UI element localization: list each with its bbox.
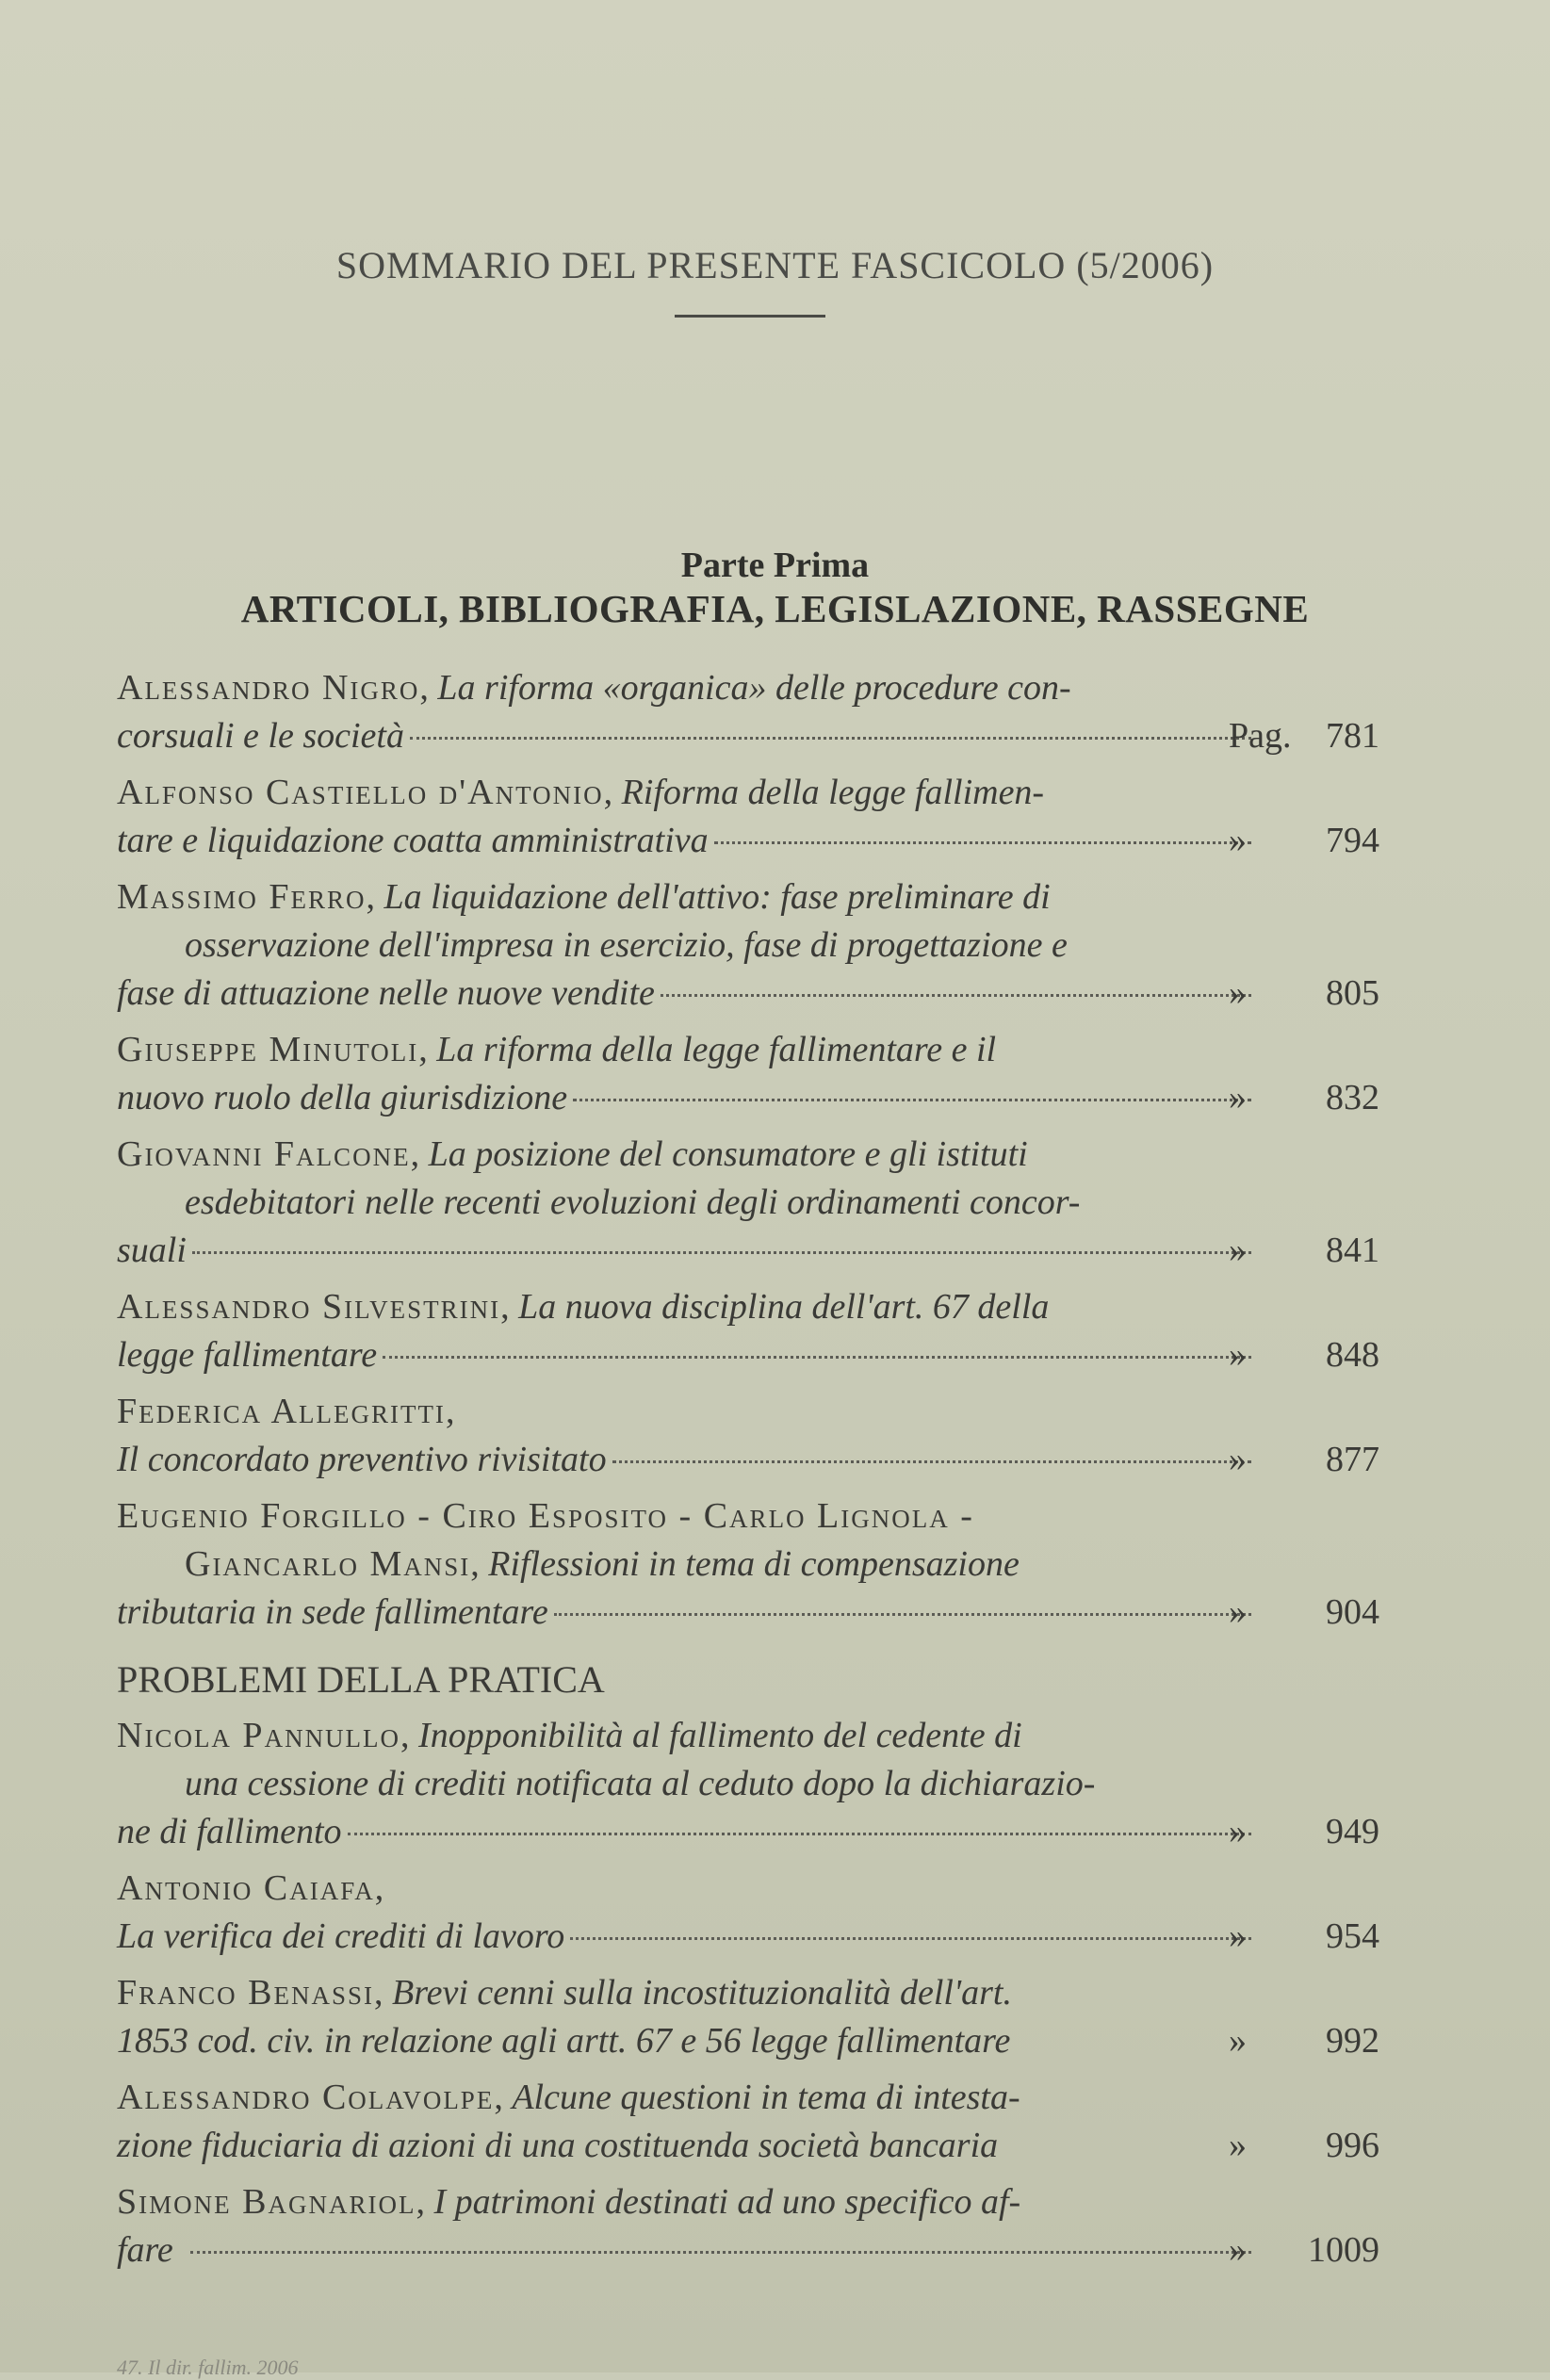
title-rule (675, 315, 825, 318)
entry-last-line (117, 2122, 1257, 2170)
page-number: 781 (1326, 716, 1379, 756)
page-mark: » (1229, 2126, 1247, 2165)
dot-leader (348, 1833, 1251, 1835)
entry-title-end: corsuali e le società (117, 716, 404, 756)
entry-last-line (117, 1227, 1257, 1275)
entry-last-line: fare (185, 2226, 1257, 2274)
entry-title-end: tributaria in sede fallimentare (117, 1592, 548, 1632)
toc-entry (117, 769, 1379, 865)
entry-text (117, 1492, 1257, 1637)
entry-separator: , (418, 1030, 437, 1069)
entry-title-end: legge fallimentare (117, 1335, 378, 1375)
page-number: 992 (1326, 2021, 1379, 2061)
entry-last-line (117, 2017, 1257, 2065)
entry-last-line (117, 712, 1257, 760)
entry-title-line: La posizione del consumatore e gli istituti (428, 1134, 1028, 1174)
toc-entry (117, 2178, 1379, 2274)
part-label: Parte Prima (680, 546, 870, 585)
page-reference (1229, 2122, 1379, 2170)
toc-entry (117, 664, 1379, 760)
entry-author: Antonio Caiafa (117, 1868, 375, 1908)
entry-title-line: Inopponibilità al fallimento del cedente di (418, 1716, 1022, 1755)
dot-leader (612, 1460, 1251, 1463)
entry-text (117, 1026, 1257, 1122)
summary-title: SOMMARIO DEL PRESENTE FASCICOLO (5/2006) (335, 244, 1215, 286)
entry-title-line: Riflessioni in tema di compensazione (488, 1544, 1020, 1584)
page-mark: » (1229, 1078, 1247, 1117)
table-of-contents (117, 664, 1379, 2283)
entry-title-end: fase di attuazione nelle nuove vendite (117, 973, 655, 1013)
entry-separator: , (445, 1392, 455, 1431)
page-reference (1229, 1913, 1379, 1961)
page-number: 996 (1326, 2126, 1379, 2165)
entry-title-line: I patrimoni destinati ad uno specifico af- (433, 2182, 1021, 2222)
entry-last-line (117, 1808, 1257, 1856)
entry-separator: , (400, 1716, 419, 1755)
entry-text (117, 1865, 1257, 1961)
page-number: 805 (1326, 973, 1379, 1013)
entry-text (117, 1969, 1257, 2065)
page-reference (1229, 1589, 1379, 1637)
entry-title-line: Riforma della legge fallimen- (621, 773, 1045, 812)
dot-leader (714, 841, 1251, 844)
toc-list-practice (117, 1712, 1379, 2274)
dot-leader (410, 737, 1251, 740)
entry-title-end: La verifica dei crediti di lavoro (117, 1916, 565, 1956)
entry-text (117, 664, 1257, 760)
page-reference (1229, 2017, 1379, 2065)
entry-text (117, 1131, 1257, 1275)
entry-title-line: osservazione dell'impresa in esercizio, fase di progettazione e (185, 925, 1068, 965)
entry-title-end: 1853 cod. civ. in relazione agli artt. 67 e 56 legge fallimentare (117, 2021, 1011, 2061)
page-number: 794 (1326, 821, 1379, 860)
entry-last-line (117, 1074, 1257, 1122)
page-mark: » (1229, 1916, 1247, 1956)
toc-entry (117, 873, 1379, 1018)
entry-last-line (117, 1589, 1257, 1637)
entry-separator: , (500, 1287, 519, 1327)
entry-author: Nicola Pannullo (117, 1716, 401, 1755)
page-reference (1229, 1436, 1379, 1484)
entry-last-line (117, 1436, 1257, 1484)
page-reference (1229, 1074, 1379, 1122)
page-mark: » (1229, 821, 1247, 860)
page-reference (1229, 817, 1379, 865)
page-mark: » (1229, 1592, 1247, 1632)
entry-separator: , (603, 773, 622, 812)
page-mark: » (1229, 973, 1247, 1013)
page-number: 832 (1326, 1078, 1379, 1117)
entry-author: Massimo Ferro (117, 877, 367, 917)
toc-entry (117, 1712, 1379, 1856)
entry-title-line: La liquidazione dell'attivo: fase preliminare di (383, 877, 1051, 917)
entry-text (117, 1388, 1257, 1484)
entry-text (117, 2178, 1257, 2274)
toc-entry (117, 1388, 1379, 1484)
page-number: 841 (1326, 1231, 1379, 1270)
dot-leader (554, 1613, 1251, 1616)
entry-title-line: Brevi cenni sulla incostituzionalità dell'art. (392, 1973, 1012, 2013)
entry-author: Alessandro Silvestrini (117, 1287, 501, 1327)
entry-text (117, 1712, 1257, 1856)
entry-separator: , (494, 2078, 513, 2117)
toc-entry (117, 1865, 1379, 1961)
dot-leader (192, 1251, 1251, 1254)
entry-last-line (117, 817, 1257, 865)
page-number: 904 (1326, 1592, 1379, 1632)
page-reference (1229, 712, 1379, 760)
entry-title-end: suali (117, 1231, 187, 1270)
page-reference (1229, 1331, 1379, 1379)
page-footer: 47. Il dir. fallim. 2006 (117, 2356, 299, 2379)
dot-leader (190, 2251, 1251, 2254)
entry-title-end: nuovo ruolo della giurisdizione (117, 1078, 568, 1117)
subsection-heading: PROBLEMI DELLA PRATICA (117, 1658, 605, 1701)
entry-author-2: Giancarlo Mansi (185, 1544, 471, 1584)
dot-leader (383, 1356, 1251, 1359)
entry-author: Alessandro Nigro (117, 668, 420, 708)
entry-last-line (117, 1913, 1257, 1961)
entry-text (117, 1283, 1257, 1379)
entry-author: Simone Bagnariol (117, 2182, 416, 2222)
entry-author: Federica Allegritti (117, 1392, 446, 1431)
entry-author: Giuseppe Minutoli (117, 1030, 419, 1069)
entry-separator: , (374, 1868, 384, 1908)
toc-entry (117, 1026, 1379, 1122)
page-mark: » (1229, 2230, 1247, 2270)
entry-text (117, 873, 1257, 1018)
page-mark: » (1229, 1440, 1247, 1479)
toc-list-articles (117, 664, 1379, 1637)
entry-title-line: La riforma della legge fallimentare e il (436, 1030, 997, 1069)
entry-separator: , (366, 877, 384, 917)
entry-title-end: ne di fallimento (117, 1812, 342, 1851)
page-number: 877 (1326, 1440, 1379, 1479)
page-reference (1229, 1227, 1379, 1275)
entry-author: Eugenio Forgillo - Ciro Esposito - Carlo Lignola - (117, 1496, 974, 1536)
entry-title-end: tare e liquidazione coatta amministrativa (117, 821, 709, 860)
page-mark: » (1229, 2021, 1247, 2061)
entry-separator: , (419, 668, 438, 708)
entry-title-line: La nuova disciplina dell'art. 67 della (518, 1287, 1050, 1327)
toc-entry (117, 1131, 1379, 1275)
entry-last-line (117, 1331, 1257, 1379)
entry-title-end: Il concordato preventivo rivisitato (117, 1440, 607, 1479)
page-number: 954 (1326, 1916, 1379, 1956)
entry-title-end: zione fiduciaria di azioni di una costituenda società bancaria (117, 2126, 999, 2165)
entry-title-line: una cessione di crediti notificata al ceduto dopo la dichiarazio- (185, 1764, 1096, 1803)
dot-leader (573, 1099, 1251, 1101)
part-heading: ARTICOLI, BIBLIOGRAFIA, LEGISLAZIONE, RASSEGNE (240, 587, 1310, 630)
dot-leader (570, 1937, 1251, 1940)
page-mark: » (1229, 1231, 1247, 1270)
dot-leader (661, 994, 1251, 997)
toc-entry (117, 2074, 1379, 2170)
page-reference (1229, 1808, 1379, 1856)
entry-separator: , (410, 1134, 429, 1174)
toc-entry (117, 1492, 1379, 1637)
page-number: 848 (1326, 1335, 1379, 1375)
toc-entry (117, 1283, 1379, 1379)
entry-author: Alfonso Castiello d'Antonio (117, 773, 604, 812)
entry-text (117, 2074, 1257, 2170)
page-mark: Pag. (1229, 716, 1292, 756)
entry-separator: , (470, 1544, 489, 1584)
page-mark: » (1229, 1812, 1247, 1851)
page-number: 949 (1326, 1812, 1379, 1851)
entry-author: Giovanni Falcone (117, 1134, 411, 1174)
page-number: 1009 (1308, 2230, 1379, 2270)
page-mark: » (1229, 1335, 1247, 1375)
entry-text (117, 769, 1257, 865)
entry-title-line: La riforma «organica» delle procedure con- (437, 668, 1071, 708)
entry-title-line: Alcune questioni in tema di intesta- (512, 2078, 1020, 2117)
entry-title-line: esdebitatori nelle recenti evoluzioni degli ordinamenti concor- (185, 1182, 1081, 1222)
entry-author: Alessandro Colavolpe (117, 2078, 495, 2117)
entry-author: Franco Benassi (117, 1973, 375, 2013)
toc-entry (117, 1969, 1379, 2065)
page-reference (1229, 2226, 1379, 2274)
entry-separator: , (374, 1973, 393, 2013)
entry-separator: , (416, 2182, 434, 2222)
page-reference (1229, 970, 1379, 1018)
entry-last-line (117, 970, 1257, 1018)
